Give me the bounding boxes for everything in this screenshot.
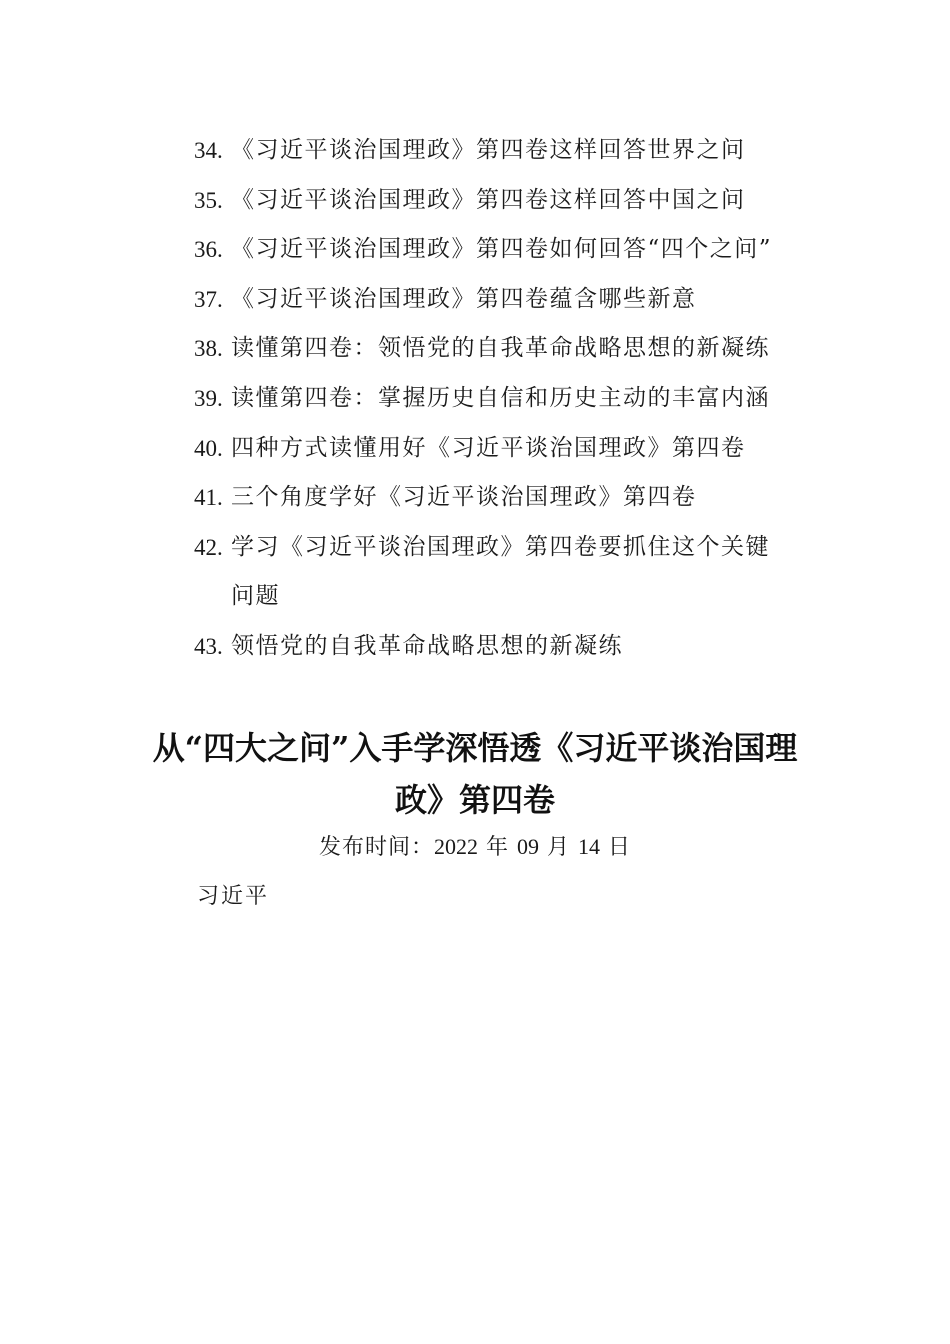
toc-number: 39. bbox=[194, 385, 223, 411]
toc-text: 《习近平谈治国理政》第四卷这样回答世界之问 bbox=[231, 137, 746, 163]
toc-item-41 bbox=[194, 473, 794, 523]
toc-number: 37. bbox=[194, 286, 223, 312]
toc-text: 读懂第四卷：掌握历史自信和历史主动的丰富内涵 bbox=[231, 384, 770, 411]
article-title: 从“四大之问”入手学深悟透《习近平谈治国理政》第四卷 bbox=[152, 729, 798, 819]
toc-item-38 bbox=[194, 324, 794, 374]
toc-text: 读懂第四卷：领悟党的自我革命战略思想的新凝练 bbox=[231, 335, 770, 362]
toc-item-36 bbox=[194, 225, 794, 275]
year-char: 年 bbox=[485, 835, 509, 860]
toc-text: 《习近平谈治国理政》第四卷蕴含哪些新意 bbox=[231, 285, 697, 312]
toc-text: 三个角度学好《习近平谈治国理政》第四卷 bbox=[231, 484, 697, 511]
toc-number: 43. bbox=[194, 633, 223, 659]
toc-item-40 bbox=[194, 424, 794, 474]
toc-item-43 bbox=[194, 622, 794, 672]
month-char: 月 bbox=[547, 835, 571, 860]
publish-day: 14 bbox=[578, 834, 601, 859]
toc-number: 40. bbox=[194, 435, 223, 461]
toc-text: 《习近平谈治国理政》第四卷这样回答中国之问 bbox=[231, 186, 746, 213]
toc-number: 41. bbox=[194, 485, 223, 511]
toc-item-34 bbox=[194, 126, 794, 176]
toc-number: 36. bbox=[194, 237, 223, 263]
article-author: 习近平 bbox=[197, 884, 270, 909]
toc-number: 42. bbox=[194, 534, 223, 560]
toc-item-42 bbox=[194, 523, 794, 622]
toc-text: 《习近平谈治国理政》第四卷如何回答“四个之问” bbox=[231, 236, 773, 263]
toc-item-35 bbox=[194, 176, 794, 226]
toc-text: 领悟党的自我革命战略思想的新凝练 bbox=[231, 632, 623, 659]
table-of-contents bbox=[194, 126, 794, 672]
toc-item-37 bbox=[194, 275, 794, 325]
publish-label: 发布时间： bbox=[318, 835, 434, 860]
toc-text: 学习《习近平谈治国理政》第四卷要抓住这个关键问题 bbox=[231, 533, 770, 610]
toc-number: 38. bbox=[194, 336, 223, 362]
publish-year: 2022 bbox=[433, 834, 478, 859]
day-char: 日 bbox=[608, 835, 632, 860]
toc-number: 34. bbox=[194, 138, 223, 163]
publish-month: 09 bbox=[517, 834, 539, 859]
toc-item-39 bbox=[194, 374, 794, 424]
toc-number: 35. bbox=[194, 187, 223, 213]
publish-date-line bbox=[0, 830, 950, 865]
toc-text: 四种方式读懂用好《习近平谈治国理政》第四卷 bbox=[231, 434, 746, 461]
